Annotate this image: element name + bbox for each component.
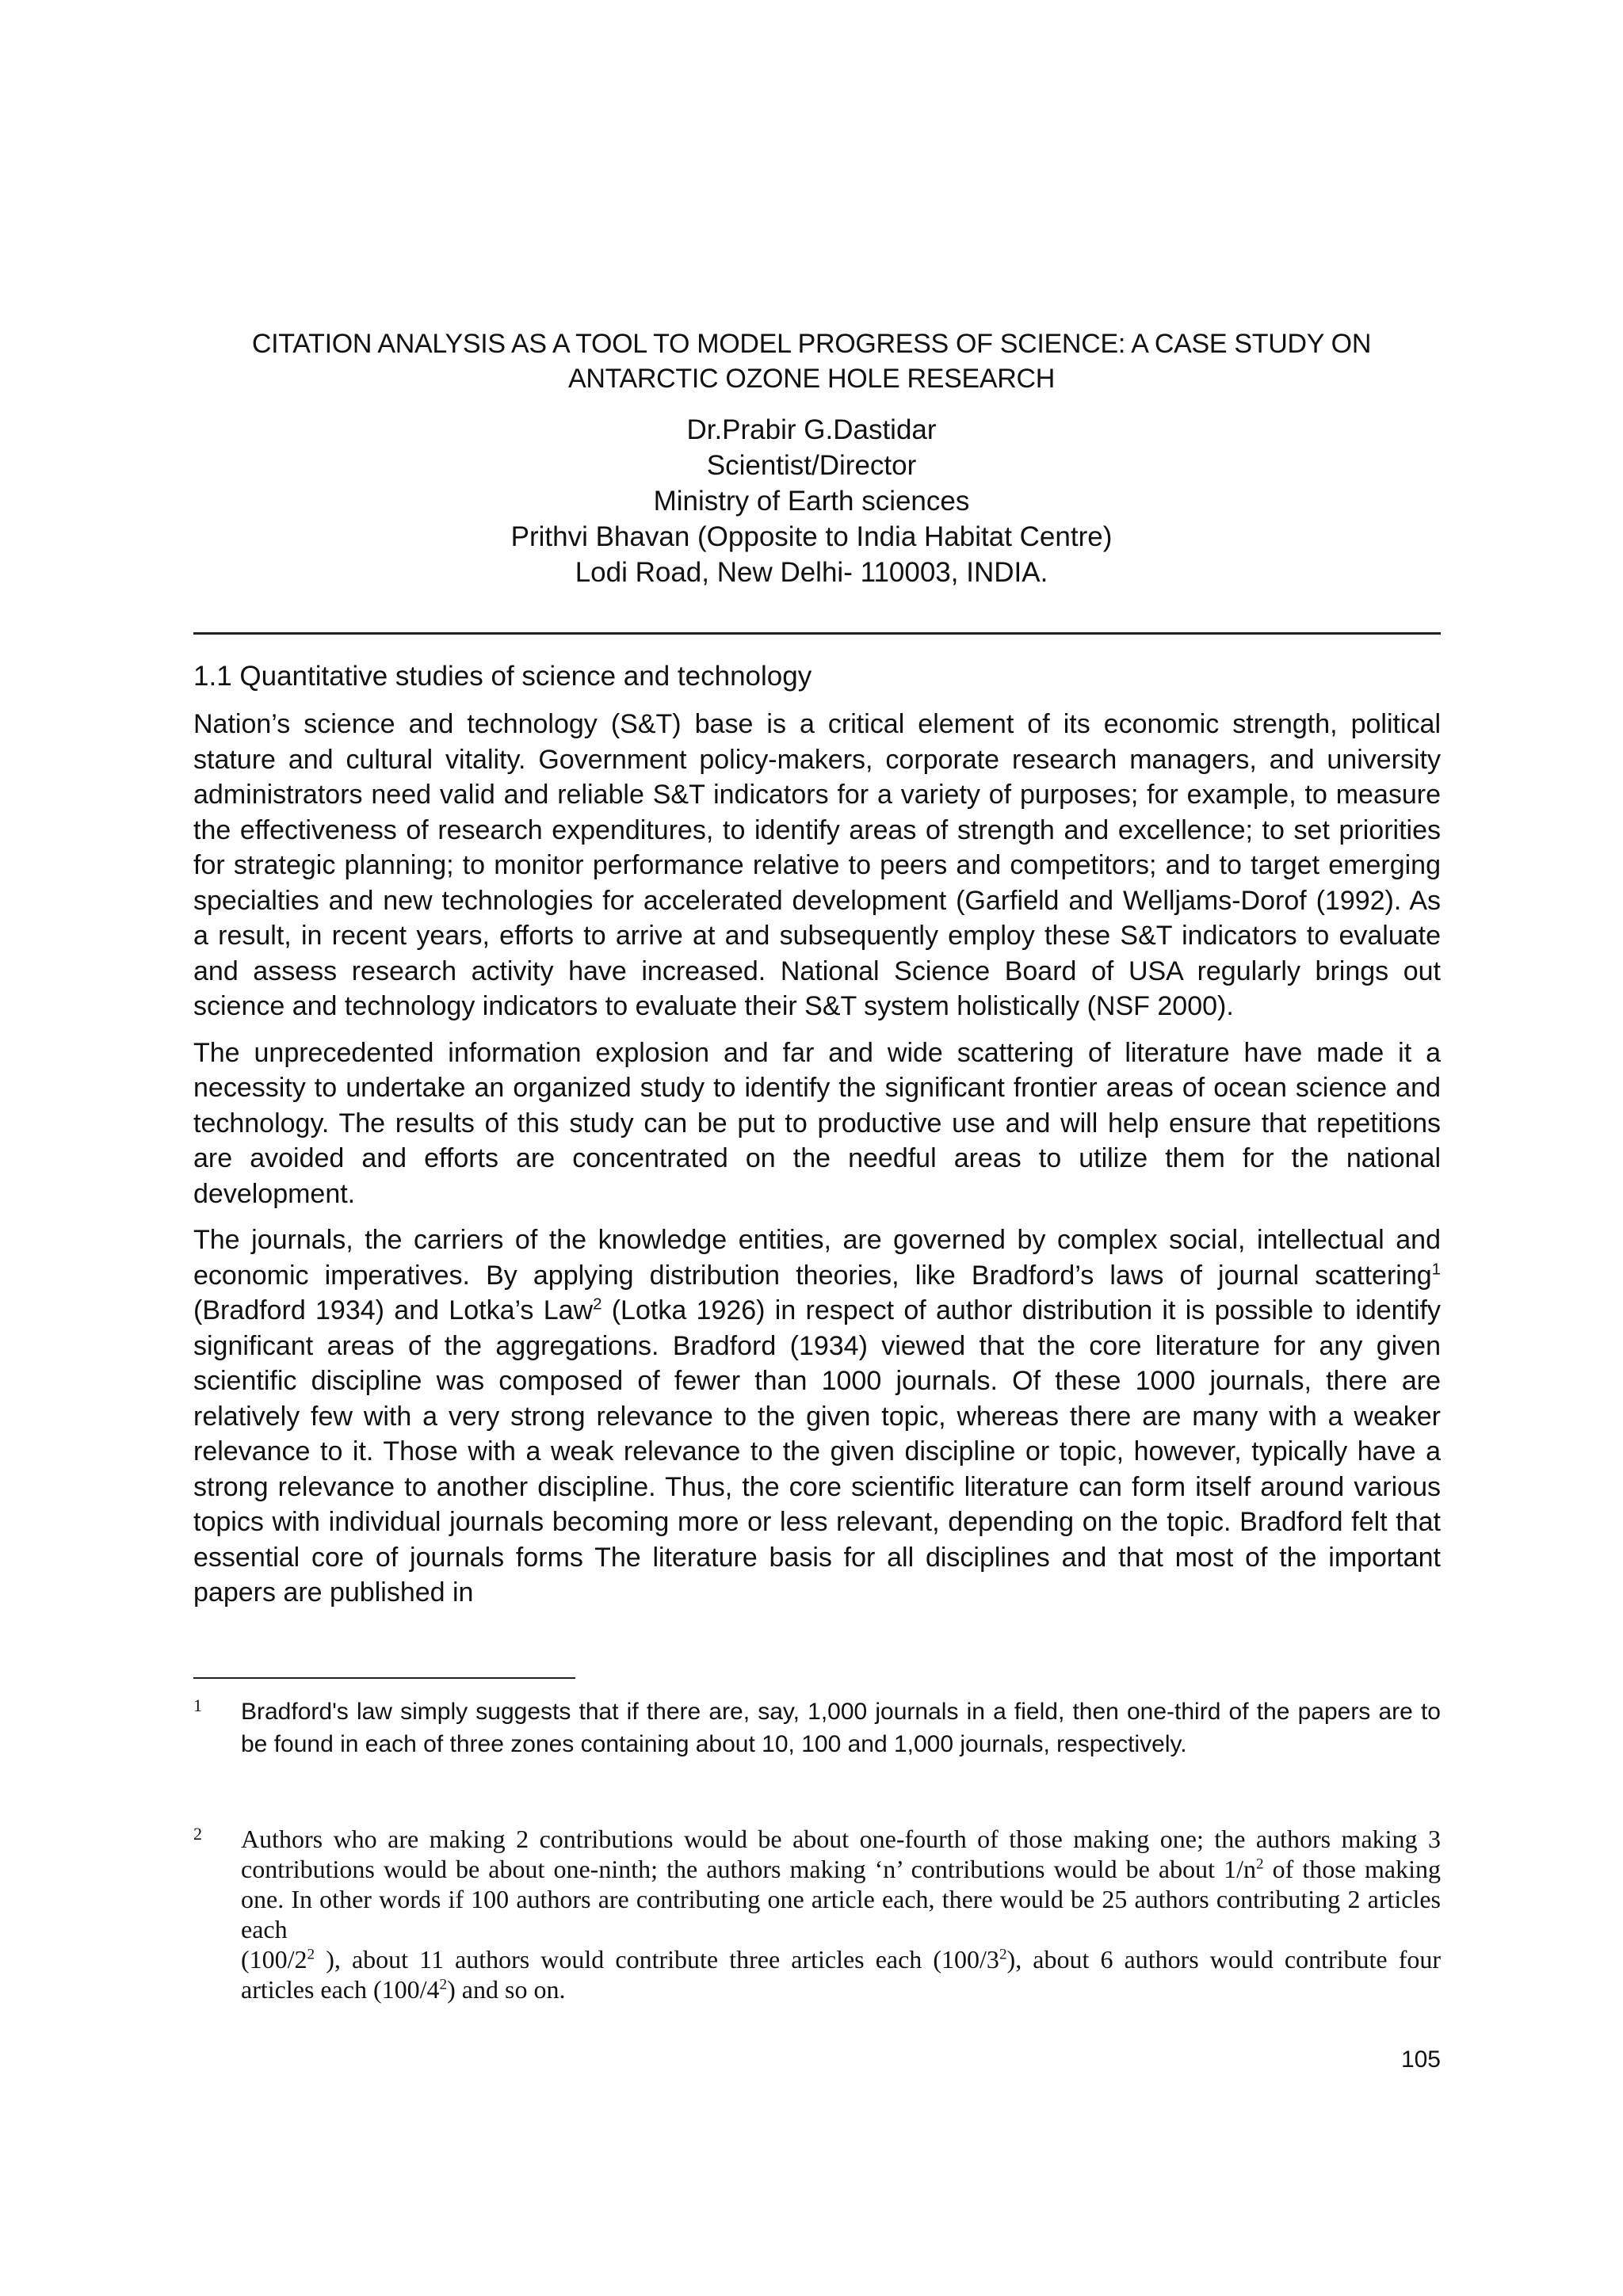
- author-organization: Ministry of Earth sciences: [653, 486, 970, 517]
- footnote-2-para-2: [241, 1944, 1441, 2004]
- footnote-1-text: Bradford's law simply suggests that if there are, say, 1,000 journals in a field, then one-third of the papers are to be found in each of three zones containing about 10, 100 and 1,000 journals, respectively.: [241, 1699, 1441, 1757]
- author-name: Dr.Prabir G.Dastidar: [686, 414, 937, 445]
- author-address-line-2: Lodi Road, New Delhi- 110003, INDIA.: [575, 557, 1048, 588]
- paragraph-3-part-2: (Bradford 1934) and Lotka’s Law: [193, 1295, 594, 1325]
- page-number: 105: [1400, 2046, 1441, 2073]
- paragraph-3-part-1: The journals, the carriers of the knowledge entities, are governed by complex social, intellectual and economic imperatives. By applying distribution theories, like Bradford’s laws of journal scattering: [193, 1225, 1441, 1291]
- footnote-2-exponent-2: 2: [307, 1946, 315, 1963]
- paragraph-1: Nation’s science and technology (S&T) base is a critical element of its economic strength, political stature and cultural vitality. Government policy-makers, corporate research managers, and university administrators need valid and reliable S&T indicators for a variety of purposes; for example, to measure the effectiveness of research expenditures, to identify areas of strength and excellence; to set priorities for strategic planning; to monitor performance relative to peers and competitors; and to target emerging specialties and new technologies for accelerated development (Garfield and Welljams-Dorof (1992). As a result, in recent years, efforts to arrive at and subsequently employ these S&T indicators to evaluate and assess research activity have increased. National Science Board of USA regularly brings out science and technology indicators to evaluate their S&T system holistically (NSF 2000).: [193, 709, 1441, 1021]
- footnote-ref-2: 2: [593, 1295, 602, 1314]
- footnote-2-segment-2: of those making one. In other words if 100 authors are contributing one article each, there would be 25 authors contributing 2 articles each: [241, 1855, 1442, 1943]
- title-line-2: ANTARCTIC OZONE HOLE RESEARCH: [567, 364, 1056, 394]
- footnote-1-mark: 1: [193, 1695, 202, 1715]
- title-line-1: CITATION ANALYSIS AS A TOOL TO MODEL PROGRESS OF SCIENCE: A CASE STUDY ON: [251, 329, 1372, 359]
- footnote-2-exponent-1: 2: [1256, 1855, 1264, 1873]
- paragraph-2: The unprecedented information explosion and far and wide scattering of literature have made it a necessity to undertake an organized study to identify the significant frontier areas of ocean science and technology. The results of this study can be put to productive use and will help ensure that repetitions are avoided and efforts are concentrated on the needful areas to utilize them for the national development.: [193, 1037, 1441, 1209]
- footnote-2-segment-5: ), about 6 authors would contribute four articles each (100/4: [241, 1945, 1442, 2004]
- footnote-2-text: [241, 1824, 1441, 2004]
- paper-title: [158, 326, 1465, 396]
- author-address-line-1: Prithvi Bhavan (Opposite to India Habitat Centre): [510, 521, 1113, 552]
- footnote-2-segment-4: ), about 11 authors would contribute three articles each (100/3: [315, 1945, 999, 1974]
- footnote-2-segment-6: ) and so on.: [447, 1975, 566, 2004]
- paragraph-3: [193, 1222, 1441, 1611]
- footnote-2-segment-3: (100/2: [241, 1945, 307, 1974]
- footnote-divider: [193, 1677, 575, 1679]
- footnote-ref-1: 1: [1431, 1261, 1441, 1279]
- author-block: [317, 412, 1306, 590]
- author-designation: Scientist/Director: [706, 450, 917, 481]
- footnote-2-exponent-4: 2: [439, 1976, 448, 1993]
- footnote-2-para-1: [241, 1824, 1441, 1944]
- footnote-2-mark: 2: [193, 1824, 202, 1844]
- header-divider: [193, 632, 1441, 635]
- body-text: [193, 707, 1441, 1622]
- section-heading: 1.1 Quantitative studies of science and technology: [193, 661, 812, 692]
- footnote-2-segment-1: Authors who are making 2 contributions would be about one-fourth of those making one; the authors making 3 contributions would be about one-ninth; the authors making ‘n’ contributions would be about 1/n: [241, 1825, 1441, 1883]
- footnote-2-exponent-3: 2: [999, 1946, 1007, 1963]
- paragraph-3-part-3: (Lotka 1926) in respect of author distribution it is possible to identify significant areas of the aggregations. Bradford (1934) viewed that the core literature for any given scientific discipline was composed of fewer than 1000 journals. Of these 1000 journals, there are relatively few with a very strong relevance to the given topic, whereas there are many with a weaker relevance to it. Those with a weak relevance to the given discipline or topic, however, typically have a strong relevance to another discipline. Thus, the core scientific literature can form itself around various topics with individual journals becoming more or less relevant, depending on the topic. Bradford felt that essential core of journals forms The literature basis for all disciplines and that most of the important papers are published in: [193, 1295, 1441, 1608]
